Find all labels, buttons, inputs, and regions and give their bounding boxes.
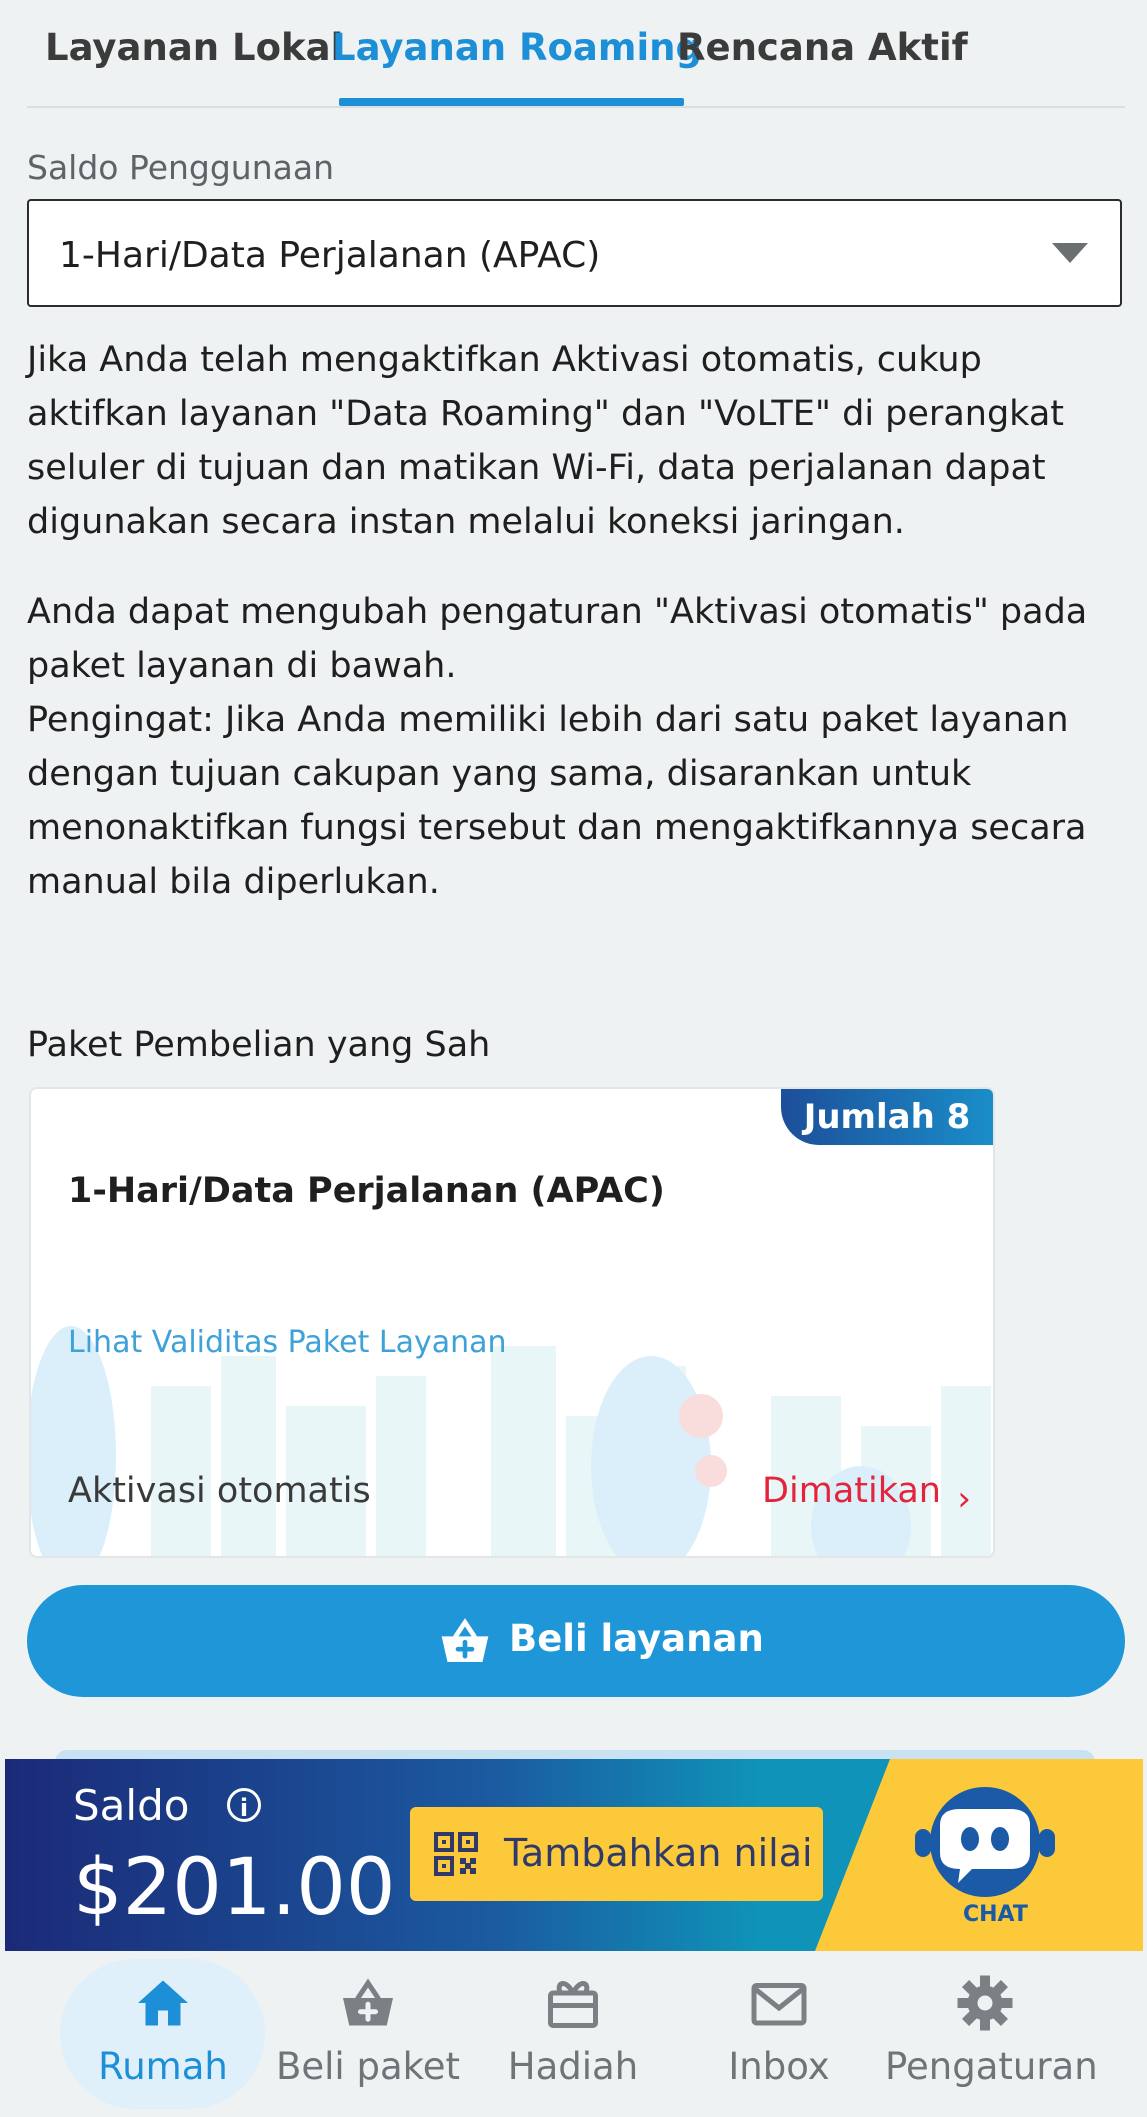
package-name: 1-Hari/Data Perjalanan (APAC) (68, 1171, 665, 1211)
chat-label[interactable]: CHAT (963, 1902, 1028, 1927)
tab-layanan-roaming[interactable]: Layanan Roaming (332, 26, 702, 69)
info-paragraph-3: Pengingat: Jika Anda memiliki lebih dari satu paket layanan dengan tujuan cakupan yang sama, disarankan untuk menonaktifkan fungsi tersebut dan mengaktifkannya secara manual bila diperlukan. (27, 700, 1087, 902)
tab-bar (27, 0, 1125, 108)
basket-plus-icon (437, 1613, 493, 1669)
info-icon[interactable]: i (227, 1788, 261, 1822)
usage-dropdown[interactable] (27, 199, 1122, 307)
balance-amount: $201.00 (73, 1843, 396, 1933)
nav-pengaturan[interactable] (885, 1951, 1098, 2117)
chevron-right-icon[interactable]: › (957, 1479, 971, 1519)
mail-icon (749, 1973, 809, 2033)
balance-label: Saldo (73, 1781, 190, 1830)
nav-hadiah[interactable] (473, 1951, 673, 2117)
top-up-label: Tambahkan nilai (504, 1831, 813, 1875)
nav-beli-paket[interactable] (268, 1951, 468, 2117)
nav-label: Rumah (98, 2045, 228, 2088)
nav-rumah[interactable] (63, 1951, 263, 2117)
package-card[interactable] (29, 1087, 995, 1558)
bottom-navigation (0, 1951, 1147, 2117)
active-tab-indicator (339, 98, 684, 106)
basket-plus-icon (338, 1973, 398, 2033)
packages-section-title: Paket Pembelian yang Sah (27, 1025, 491, 1065)
auto-activation-label: Aktivasi otomatis (68, 1471, 371, 1511)
view-validity-link[interactable]: Lihat Validitas Paket Layanan (68, 1325, 507, 1360)
chevron-down-icon (1052, 243, 1088, 263)
buy-service-label: Beli layanan (509, 1617, 764, 1660)
home-icon (133, 1973, 193, 2033)
info-paragraph-2: Anda dapat mengubah pengaturan "Aktivasi otomatis" pada paket layanan di bawah. (27, 592, 1088, 686)
nav-label: Inbox (728, 2045, 830, 2088)
nav-label: Beli paket (275, 2045, 460, 2088)
qr-code-icon (432, 1830, 480, 1878)
nav-inbox[interactable] (679, 1951, 879, 2117)
auto-activation-status[interactable]: Dimatikan (762, 1471, 941, 1511)
usage-dropdown-value: 1-Hari/Data Perjalanan (APAC) (59, 235, 601, 276)
nav-label: Pengaturan (885, 2045, 1098, 2088)
tab-rencana-aktif[interactable]: Rencana Aktif (677, 26, 968, 69)
info-paragraph-1: Jika Anda telah mengaktifkan Aktivasi otomatis, cukup aktifkan layanan "Data Roaming" dan "VoLTE" di perangkat seluler di tujuan dan matikan Wi-Fi, data perjalanan dapat digunakan secara instan melalui koneksi jaringan. (27, 340, 1064, 542)
top-up-button[interactable] (410, 1807, 823, 1901)
usage-label: Saldo Penggunaan (27, 148, 334, 187)
buy-service-button[interactable] (27, 1585, 1125, 1697)
nav-label: Hadiah (507, 2045, 639, 2088)
package-count-badge: Jumlah 8 (781, 1089, 993, 1145)
balance-bar (5, 1759, 1143, 1951)
gear-icon (955, 1973, 1015, 2033)
gift-icon (543, 1973, 603, 2033)
chatbot-icon[interactable] (910, 1787, 1060, 1897)
tab-layanan-lokal[interactable]: Layanan Lokal (45, 26, 344, 69)
